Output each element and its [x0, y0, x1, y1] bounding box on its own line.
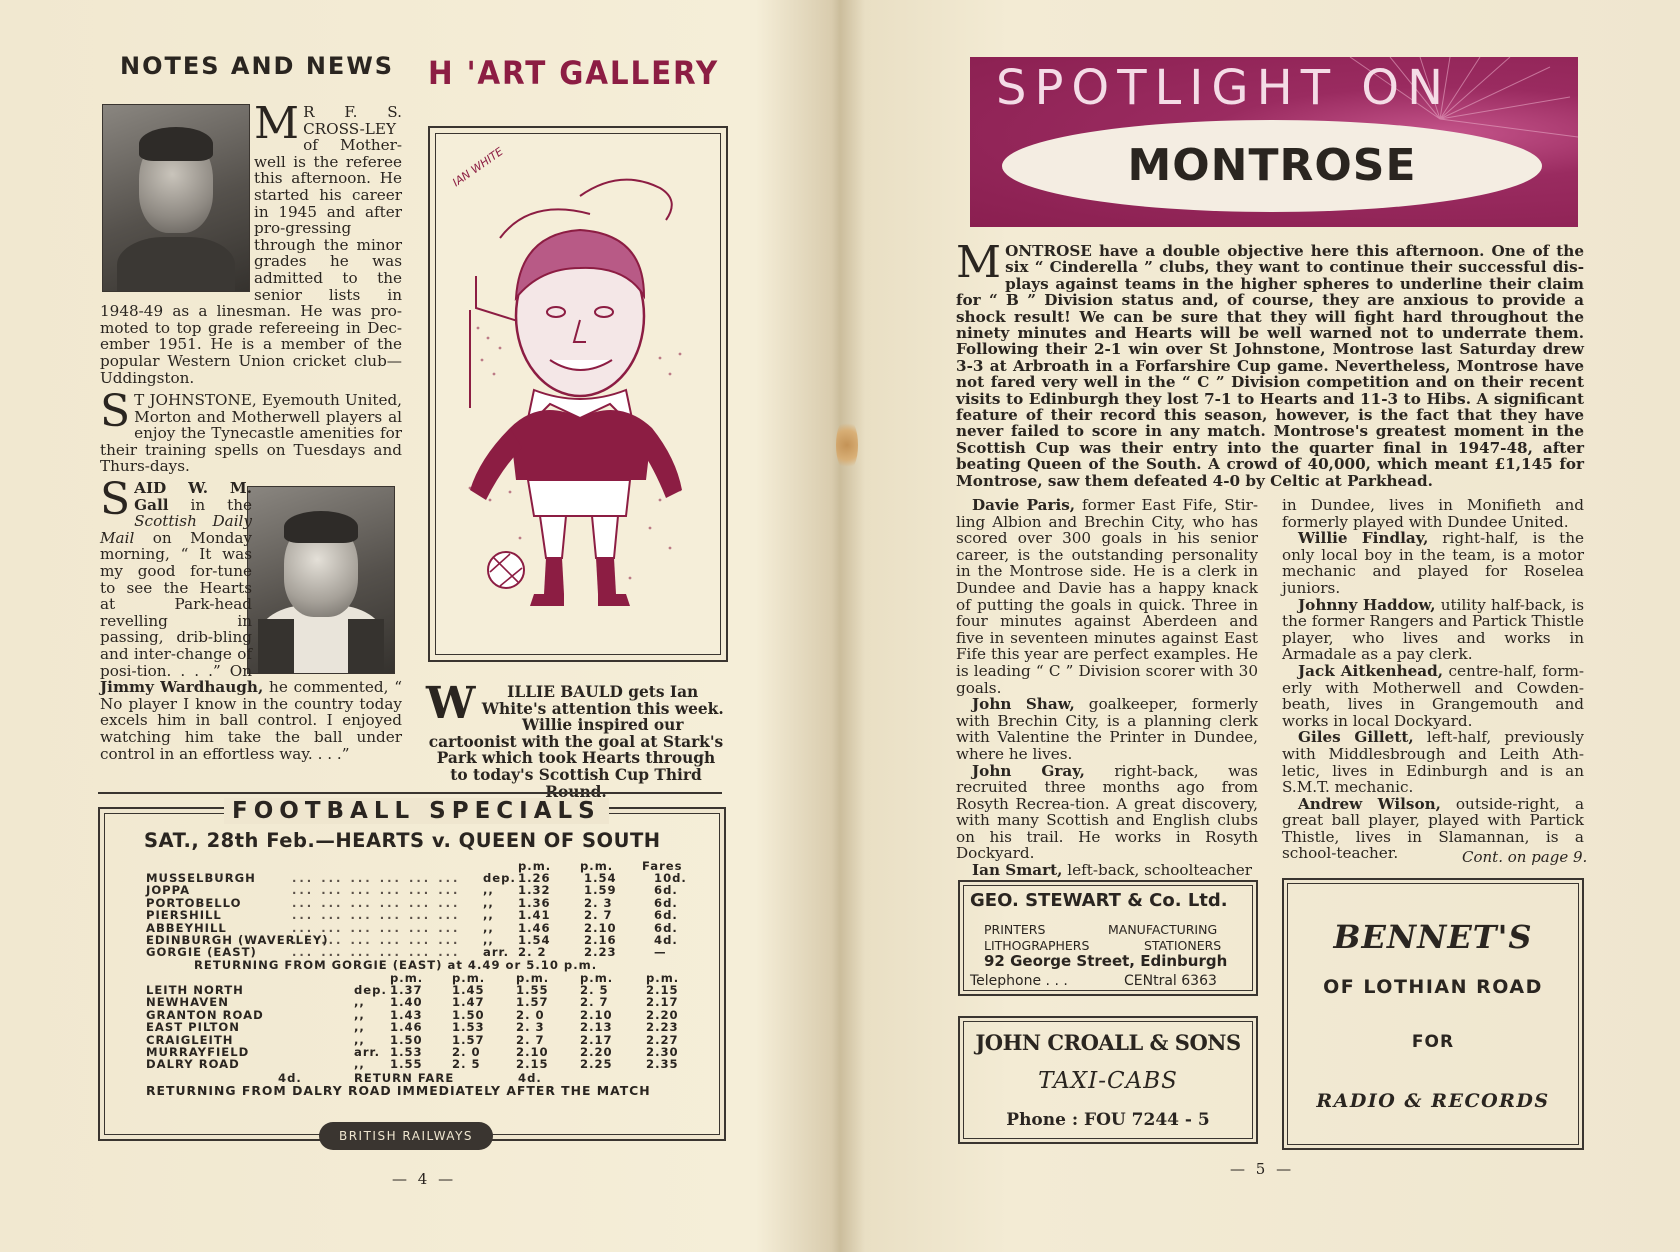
player-note [956, 862, 1258, 879]
station-name: MURRAYFIELD [146, 1045, 250, 1059]
player-note [956, 497, 1258, 696]
stewart-tel-label: Telephone . . . [970, 973, 1068, 989]
leader-dots: ... ... ... ... ... ... [292, 895, 461, 910]
train-time: 2.30 [646, 1045, 679, 1059]
leader-dots: ... ... ... ... ... ... [292, 945, 461, 960]
train-time: 2. 5 [580, 983, 609, 997]
fare-value: 4d. [654, 933, 678, 947]
player-description: former East Fife, Stir-ling Albion and Brechin City, who has scored over 300 goals in his senior career, is the outstanding personality in the Montrose side. He is a clerk in Dundee and Davie has a happy knack of putting the goals in quick. Three in four minutes against Aberdeen and five in seventeen minutes against East Fife this year are perfect examples. He is leading “ C ” Division scorer with 30 goals. [956, 496, 1258, 697]
player-note [1282, 530, 1584, 596]
timetable-header: p.m. [518, 859, 552, 873]
final-note: RETURNING FROM DALRY ROAD IMMEDIATELY AFTER THE MATCH [146, 1083, 651, 1098]
stewart-line-1b: MANUFACTURING [1108, 922, 1218, 937]
stewart-address: 92 George Street, Edinburgh [984, 952, 1228, 970]
player-description: outside-right, a great ball player, played with Partick Thistle, lives in Slamannan, is a school-teacher. [1282, 794, 1584, 863]
player-description: left-half, previously with Middlesbrough and Leith Ath-letic, lives in Edinburgh and is an S.M.T. mechanic. [1282, 728, 1584, 797]
player-name: Davie Paris, [972, 496, 1076, 514]
departure-mark: arr. [354, 1045, 381, 1059]
page-stain [836, 418, 858, 472]
departure-mark: ,, [483, 908, 494, 923]
timetable-header: p.m. [646, 971, 680, 985]
train-time: 2.25 [580, 1057, 613, 1072]
timetable-header: p.m. [516, 971, 550, 985]
fixture-line: SAT., 28th Feb.—HEARTS v. QUEEN OF SOUTH [144, 829, 661, 852]
train-time: 2.23 [584, 945, 617, 960]
player-description: left-back, schoolteacher [1062, 861, 1253, 880]
player-name: Andrew Wilson, [1298, 794, 1441, 813]
train-time: 2.23 [646, 1020, 679, 1035]
departure-mark: ,, [354, 1032, 365, 1047]
croall-service: TAXI-CABS [1038, 1068, 1178, 1094]
train-time: 2. 0 [452, 1045, 481, 1059]
train-time: 1.26 [518, 871, 551, 885]
player-name: Ian Smart, [972, 861, 1063, 880]
player-name: Jack Aitkenhead, [1298, 661, 1444, 680]
leader-dots: ... ... ... ... ... ... [292, 883, 461, 898]
player-note [956, 763, 1258, 863]
stewart-line-1a: PRINTERS [984, 922, 1046, 937]
player-description: goalkeeper, formerly with Brechin City, is a planning clerk with Valentine the Printer in Dundee, where he lives. [956, 695, 1258, 763]
train-time: 2.10 [516, 1045, 549, 1059]
stewart-advert [958, 880, 1258, 996]
train-time: 1.40 [390, 995, 423, 1010]
fare-value: 6d. [654, 895, 678, 910]
bennet-line-2: FOR [1411, 1032, 1455, 1052]
station-name: EAST PILTON [146, 1020, 240, 1035]
player-name: John Gray, [972, 761, 1085, 780]
return-fare-label: RETURN FARE [354, 1071, 455, 1085]
train-time: 1.46 [390, 1020, 423, 1035]
player-name: Giles Gillett, [1298, 728, 1414, 747]
timetable-header: p.m. [580, 971, 614, 985]
train-time: 2.27 [646, 1032, 679, 1047]
train-time: 1.32 [518, 883, 551, 898]
station-name: PORTOBELLO [146, 895, 242, 910]
players-column-right [1282, 497, 1584, 862]
departure-mark: dep. [354, 983, 387, 997]
train-time: 2.10 [580, 1007, 613, 1022]
train-time: 1.54 [518, 933, 551, 947]
train-time: 1.46 [518, 920, 551, 935]
leader-dots: ... ... ... ... ... ... [292, 920, 461, 935]
departure-mark: ,, [354, 1007, 365, 1022]
player-note [1282, 663, 1584, 729]
cartoon-caption: W ILLIE BAULD gets Ian White's attention this week. Willie inspired our cartoonist with the goal at Stark's Park which took Hearts through to today's Scottish Cup Third [426, 678, 724, 784]
train-time: 2. 2 [518, 945, 547, 960]
player-description: right-back, was recruited three months ago from Rosyth Recrea-tion. A great discovery, with many Scottish and English clubs on his trail. He works in Rosyth Dockyard. [956, 761, 1258, 863]
train-time: 2.20 [646, 1007, 679, 1022]
spotlight-team: MONTROSE [1127, 140, 1417, 191]
player-note [1282, 597, 1584, 663]
station-name: CRAIGLEITH [146, 1032, 234, 1047]
train-time: 2.17 [646, 995, 679, 1010]
train-time: 1.41 [518, 908, 551, 923]
fare-value: — [654, 945, 667, 960]
player-description: utility half-back, is the former Rangers and Partick Thistle player, who lives and works in Armadale as a pay clerk. [1282, 595, 1584, 664]
timetable-header: p.m. [390, 971, 424, 985]
station-name: EDINBURGH (WAVERLEY) [146, 933, 329, 947]
departure-mark: ,, [354, 1057, 365, 1072]
station-name: LEITH NORTH [146, 983, 244, 997]
british-railways-badge: BRITISH RAILWAYS [319, 1122, 493, 1150]
train-time: 2. 3 [584, 895, 613, 910]
gallery-heading: H 'ART GALLERY [428, 54, 720, 92]
train-time: 2. 5 [452, 1057, 481, 1072]
stewart-line-2b: STATIONERS [1144, 938, 1222, 953]
train-time: 2.15 [646, 983, 679, 997]
station-name: DALRY ROAD [146, 1057, 240, 1072]
station-name: NEWHAVEN [146, 995, 229, 1010]
train-time: 1.57 [452, 1032, 485, 1047]
bennet-line-1: OF LOTHIAN ROAD [1323, 976, 1543, 998]
fare-value: 6d. [654, 883, 678, 898]
train-time: 1.37 [390, 983, 423, 997]
fare-value: 4d. [278, 1071, 302, 1085]
train-time: 1.50 [390, 1032, 423, 1047]
station-name: PIERSHILL [146, 908, 222, 923]
train-time: 2. 7 [584, 908, 613, 923]
player-note [956, 696, 1258, 762]
station-name: JOPPA [146, 883, 191, 898]
departure-mark: ,, [483, 895, 494, 910]
stjohnstone-note: S T JOHNSTONE, Eyemouth United, Morton and Motherwell players al enjoy the Tynecastle amenities for their training spells on Tuesdays and Thurs-days. [100, 386, 402, 476]
train-time: 1.54 [584, 871, 617, 885]
player-note [1282, 729, 1584, 795]
departure-mark: dep. [483, 871, 516, 885]
stewart-tel: CENtral 6363 [1124, 973, 1217, 989]
train-time: 1.53 [390, 1045, 423, 1059]
train-time: 2.13 [580, 1020, 613, 1035]
notes-heading: NOTES AND NEWS [120, 52, 395, 80]
station-name: ABBEYHILL [146, 920, 227, 935]
players-column-left [956, 497, 1258, 879]
train-time: 2.15 [516, 1057, 549, 1072]
stewart-name: GEO. STEWART & Co. Ltd. [970, 890, 1228, 911]
cartoon-frame [428, 126, 728, 662]
players-right-lead: in Dundee, lives in Monifieth and formerly played with Dundee United. [1282, 496, 1584, 531]
leader-dots: ... ... ... ... ... ... [292, 908, 461, 923]
page-number-left: — 4 — [392, 1170, 457, 1188]
section-divider [98, 792, 722, 794]
departure-mark: ,, [354, 995, 365, 1010]
player-description: centre-half, form-erly with Motherwell and Cowden-beath, lives in Grangemouth and works in local Dockyard. [1282, 661, 1584, 730]
timetable-header: Fares [642, 859, 683, 873]
left-page [0, 0, 832, 1252]
departure-mark: ,, [483, 883, 494, 898]
train-time: 2. 7 [580, 995, 609, 1010]
fare-value: 10d. [654, 871, 687, 885]
train-time: 2.10 [584, 920, 617, 935]
timetable-header: p.m. [580, 859, 614, 873]
station-name: GORGIE (EAST) [146, 945, 257, 960]
player-name: Johnny Haddow, [1298, 595, 1436, 614]
stewart-line-2a: LITHOGRAPHERS [984, 938, 1090, 953]
station-name: GRANTON ROAD [146, 1007, 264, 1022]
train-time: 2. 3 [516, 1020, 545, 1035]
bennet-advert [1282, 878, 1584, 1150]
departure-mark: ,, [483, 920, 494, 935]
gall-quote: SAID W. M. Gall in the Scottish Daily Mail on Monday morning, “ It was my good for-tune to see the Hearts at Park-head revelling in passing, drib-bling and inter-change of posi-tion. . . .” On Jimmy Wardhaugh, he commented, “ No player I know in the country today excels him in ball control. I enjoyed watching him take the ball under control in an effortless way. . . .” [100, 474, 403, 763]
croall-name: JOHN CROALL & SONS [975, 1030, 1241, 1055]
train-time: 1.45 [452, 983, 485, 997]
bennet-line-3: RADIO & RECORDS [1316, 1090, 1550, 1112]
fare-value: 6d. [654, 908, 678, 923]
train-time: 2. 7 [516, 1032, 545, 1047]
train-time: 2.35 [646, 1057, 679, 1072]
train-time: 1.55 [516, 983, 549, 997]
cartoon-signature: IAN WHITE [450, 144, 506, 190]
train-time: 2.20 [580, 1045, 613, 1059]
football-specials-title: FOOTBALL SPECIALS [224, 798, 609, 824]
train-time: 2.16 [584, 933, 617, 947]
leader-dots: ... ... ... ... ... ... [292, 871, 461, 885]
train-time: 1.50 [452, 1007, 485, 1022]
train-time: 1.55 [390, 1057, 423, 1072]
departure-mark: ,, [483, 933, 494, 947]
train-time: 1.57 [516, 995, 549, 1010]
train-time: 1.53 [452, 1020, 485, 1035]
train-time: 1.43 [390, 1007, 423, 1022]
player-description: right-half, is the only local boy in the team, is a motor mechanic and played for Roselea juniors. [1282, 529, 1584, 597]
croall-advert [958, 1016, 1258, 1144]
continued-note: Cont. on page 9. [1462, 848, 1588, 866]
train-time: 2.17 [580, 1032, 613, 1047]
station-name: MUSSELBURGH [146, 871, 256, 885]
spotlight-title: SPOTLIGHT ON [996, 60, 1451, 116]
train-time: 1.47 [452, 995, 485, 1010]
fare-value: 4d. [518, 1071, 542, 1085]
crossley-note: M R F. S. CROSS-LEY of Mother-well is the referee this afternoon. He started his career in 1945 and after pro-gressing through the minor grades he was admitted to the senior lists in 1948-49 as a linesman. He was pro-moted to top grade refereeing in Dec-ember 1951. He is a member of the popular Western Union cricket club—Uddingston. [100, 98, 402, 387]
player-name: John Shaw, [972, 695, 1075, 714]
returning-note: RETURNING FROM GORGIE (EAST) at 4.49 or 5.10 p.m. [194, 958, 598, 972]
croall-phone: Phone : FOU 7244 - 5 [1006, 1110, 1210, 1130]
departure-mark: arr. [483, 945, 510, 960]
timetable-header: p.m. [452, 971, 486, 985]
montrose-intro: MONTROSE have a double objective here this afternoon. One of the six “ Cinderella ” clubs, they want to continue their successful dis-plays against teams in the higher spheres to underline their claim for “ B ” Division status and, of course, they are anxious to provide a shock result! We can be sure that they will fight hard throughout the ninety minutes and Hearts will be well warned not to underrate them. Following their 2-1 win over St Johnstone, Montrose last Saturday drew 3-3 at Arbroath in a Forfarshire Cup game. Nevertheless, Montrose have not fared very well in the “ C ” Division competition and on their recent visits to Edinburgh they lost 7-1 to Hearts and 11-3 to Hibs. A significant feature of their record this season, however, is the fact that they have never failed to score in any match. Montrose's greatest moment in the Scottish Cup was their entry into the quarter final in 1947-48, after beating Queen of the South. A crowd of 40,000, which meant £1,145 for Montrose, saw them defeated 4-0 by Celtic at Parkhead. [956, 237, 1584, 490]
footballer-caricature [430, 128, 726, 660]
page-number-right: — 5 — [1230, 1160, 1295, 1178]
train-time: 1.59 [584, 883, 617, 898]
bennet-name: BENNET'S [1333, 918, 1533, 956]
fare-value: 6d. [654, 920, 678, 935]
train-time: 1.36 [518, 895, 551, 910]
player-name: Willie Findlay, [1298, 529, 1429, 548]
leader-dots: ... ... ... ... ... ... [292, 933, 461, 947]
departure-mark: ,, [354, 1020, 365, 1035]
train-time: 2. 0 [516, 1007, 545, 1022]
